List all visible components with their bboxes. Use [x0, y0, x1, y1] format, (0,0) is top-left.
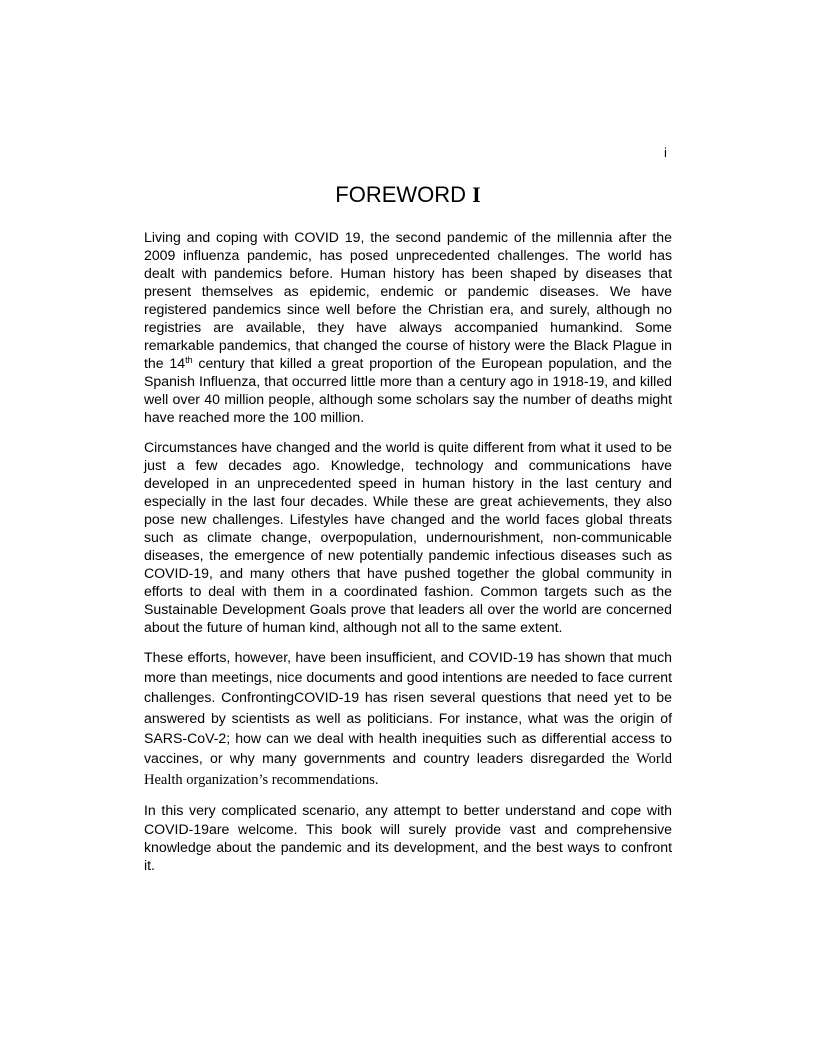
- page-title-roman-numeral: I: [472, 182, 481, 207]
- page-title: [0, 181, 816, 209]
- ordinal-superscript: th: [185, 355, 193, 366]
- paragraph-3-text-b: the World Health organization’s recommendations.: [144, 751, 672, 789]
- paragraph-3: [144, 647, 672, 790]
- page-number: i: [664, 145, 667, 160]
- paragraph-1-text-b: century that killed a great proportion of the European population, and the Spanish Influenza, that occurred little more than a century ago in 1918-19, and killed well over 40 million people, although some scholars say the number of deaths might have reached more the 100 million.: [144, 355, 673, 426]
- paragraph-1: [144, 228, 672, 427]
- paragraph-3-text-a: These efforts, however, have been insufficient, and COVID-19 has shown that much more than meetings, nice documents and good intentions are needed to face current challenges. ConfrontingCOVID-19 has risen several questions that need yet to be answered by scientists as well as politicians. For instance, what was the origin of SARS-CoV-2; how can we deal with health inequities such as differential access to vaccines, or why many governments and country leaders disregarded: [144, 649, 672, 767]
- paragraph-4: In this very complicated scenario, any attempt to better understand and cope with COVID-19are welcome. This book will surely provide vast and comprehensive knowledge about the pandemic and its development, and the best ways to confront it.: [144, 802, 672, 873]
- foreword-body: [144, 228, 672, 885]
- paragraph-1-text-a: Living and coping with COVID 19, the second pandemic of the millennia after the 2009 influenza pandemic, has posed unprecedented challenges. The world has dealt with pandemics before. Human history has been shaped by diseases that present themselves as epidemic, endemic or pandemic diseases. We have registered pandemics since well before the Christian era, and surely, although no registries are available, they have always accompanied humankind. Some remarkable pandemics, that changed the course of history were the Black Plague in the 14: [144, 229, 672, 372]
- page-title-text: FOREWORD: [335, 182, 467, 207]
- paragraph-2: Circumstances have changed and the world is quite different from what it used to be just a few decades ago. Knowledge, technology and communications have developed in an unprecedented speed in human history in the last century and especially in the last four decades. While these are great achievements, they also pose new challenges. Lifestyles have changed and the world faces global threats such as climate change, overpopulation, undernourishment, non-communicable diseases, the emergence of new potentially pandemic infectious diseases such as COVID-19, and many others that have pushed together the global community in efforts to deal with them in a coordinated fashion. Common targets such as the Sustainable Development Goals prove that leaders all over the world are concerned about the future of human kind, although not all to the same extent.: [144, 438, 672, 635]
